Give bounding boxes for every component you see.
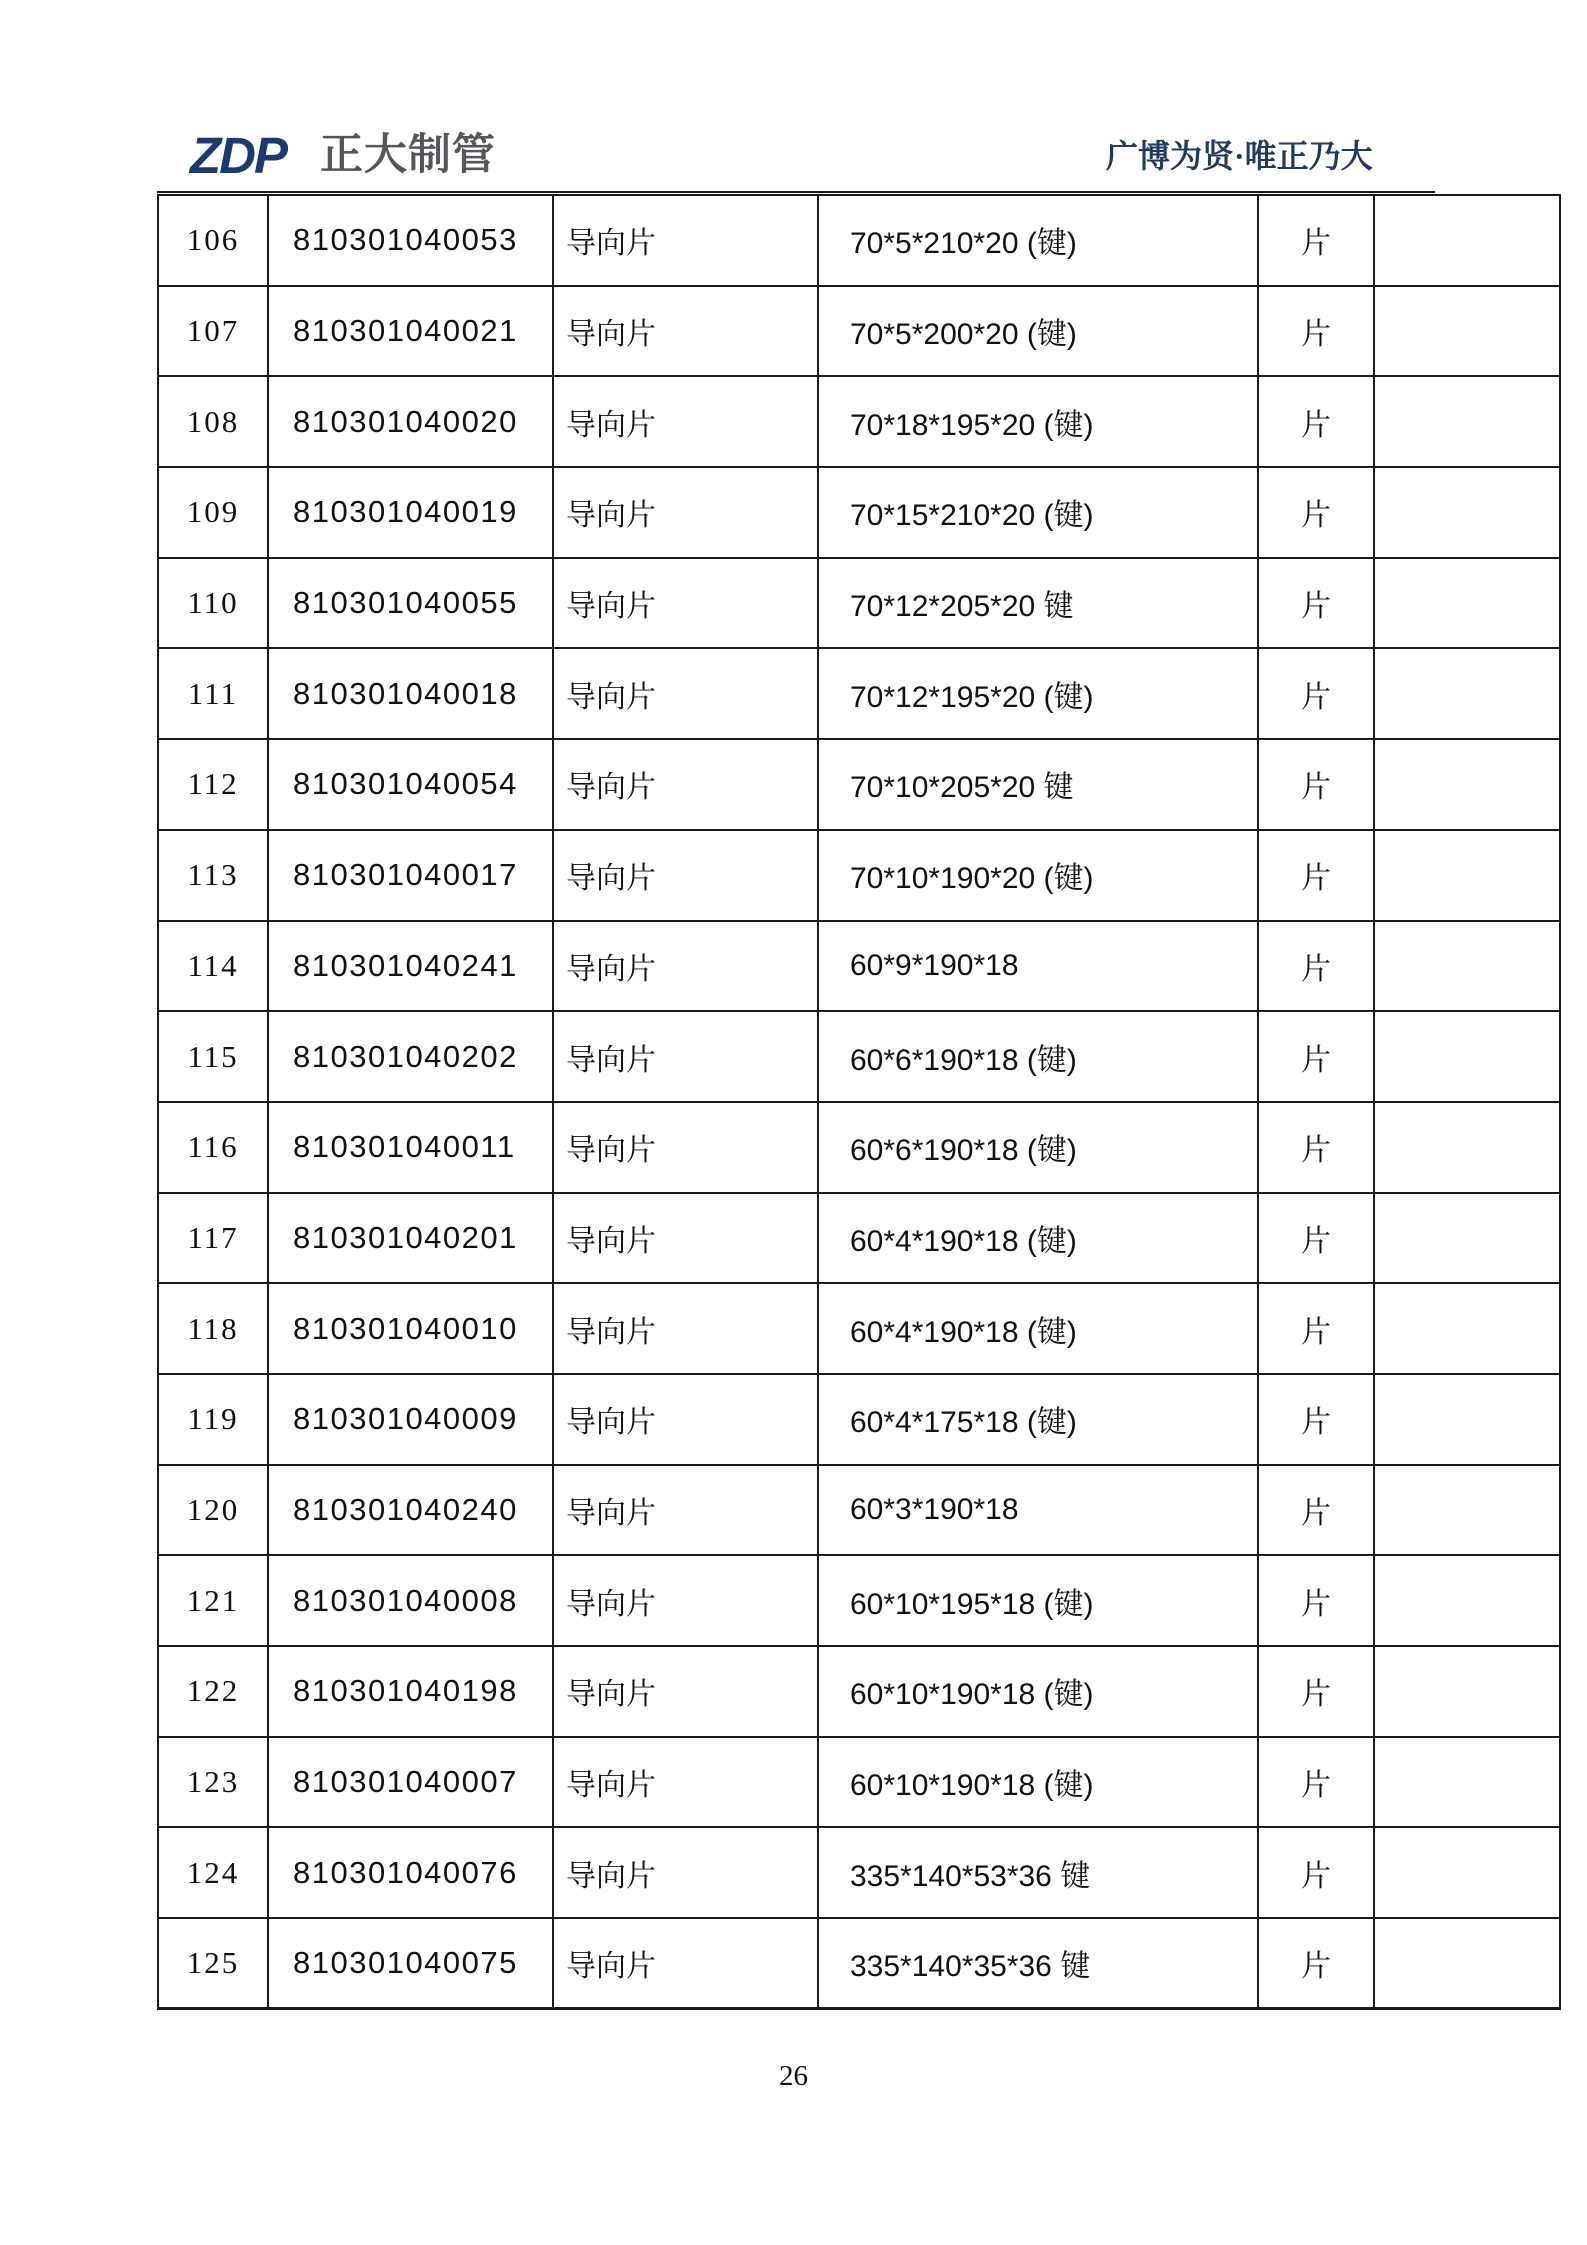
name-cell: 导向片 (553, 376, 818, 467)
row-number-cell: 117 (158, 1193, 268, 1284)
remark-cell (1374, 1374, 1560, 1465)
code-cell: 810301040075 (268, 1918, 553, 2009)
code-cell: 810301040020 (268, 376, 553, 467)
remark-cell (1374, 921, 1560, 1012)
table-row (158, 1465, 1560, 1556)
unit-cell: 片 (1258, 1374, 1374, 1465)
code-cell: 810301040017 (268, 830, 553, 921)
code-cell: 810301040241 (268, 921, 553, 1012)
code-cell: 810301040198 (268, 1646, 553, 1737)
name-cell: 导向片 (553, 195, 818, 286)
name-cell: 导向片 (553, 1555, 818, 1646)
code-cell: 810301040018 (268, 648, 553, 739)
remark-cell (1374, 1737, 1560, 1828)
unit-cell: 片 (1258, 1737, 1374, 1828)
name-cell: 导向片 (553, 1465, 818, 1556)
row-number-cell: 116 (158, 1102, 268, 1193)
table-row (158, 1102, 1560, 1193)
name-cell: 导向片 (553, 1193, 818, 1284)
table-row (158, 1011, 1560, 1102)
row-number-cell: 121 (158, 1555, 268, 1646)
code-cell: 810301040202 (268, 1011, 553, 1102)
code-cell: 810301040007 (268, 1737, 553, 1828)
spec-cell: 70*18*195*20 (键) (818, 376, 1258, 467)
code-cell: 810301040055 (268, 558, 553, 649)
spec-cell: 60*10*195*18 (键) (818, 1555, 1258, 1646)
code-cell: 810301040011 (268, 1102, 553, 1193)
table-row (158, 286, 1560, 377)
row-number-cell: 114 (158, 921, 268, 1012)
name-cell: 导向片 (553, 921, 818, 1012)
name-cell: 导向片 (553, 648, 818, 739)
spec-cell: 70*12*195*20 (键) (818, 648, 1258, 739)
spec-cell: 70*5*200*20 (键) (818, 286, 1258, 377)
spec-cell: 70*12*205*20 键 (818, 558, 1258, 649)
remark-cell (1374, 1193, 1560, 1284)
table-row (158, 467, 1560, 558)
parts-table-body (158, 195, 1560, 2009)
unit-cell: 片 (1258, 1465, 1374, 1556)
table-row (158, 1283, 1560, 1374)
remark-cell (1374, 286, 1560, 377)
name-cell: 导向片 (553, 1737, 818, 1828)
spec-cell: 60*3*190*18 (818, 1465, 1258, 1556)
company-slogan: 广博为贤·唯正乃大 (1106, 138, 1373, 174)
unit-cell: 片 (1258, 1827, 1374, 1918)
zdp-logo: ZDP (190, 127, 286, 184)
remark-cell (1374, 1465, 1560, 1556)
remark-cell (1374, 1283, 1560, 1374)
unit-cell: 片 (1258, 1011, 1374, 1102)
unit-cell: 片 (1258, 195, 1374, 286)
remark-cell (1374, 1918, 1560, 2009)
row-number-cell: 119 (158, 1374, 268, 1465)
parts-table (157, 194, 1561, 2010)
unit-cell: 片 (1258, 1555, 1374, 1646)
unit-cell: 片 (1258, 1283, 1374, 1374)
unit-cell: 片 (1258, 648, 1374, 739)
company-name: 正大制管 (320, 131, 496, 179)
remark-cell (1374, 830, 1560, 921)
row-number-cell: 125 (158, 1918, 268, 2009)
spec-cell: 60*4*190*18 (键) (818, 1283, 1258, 1374)
spec-cell: 60*9*190*18 (818, 921, 1258, 1012)
remark-cell (1374, 558, 1560, 649)
name-cell: 导向片 (553, 1102, 818, 1193)
row-number-cell: 118 (158, 1283, 268, 1374)
row-number-cell: 106 (158, 195, 268, 286)
name-cell: 导向片 (553, 286, 818, 377)
header-divider (157, 191, 1435, 193)
table-row (158, 376, 1560, 467)
spec-cell: 335*140*53*36 键 (818, 1827, 1258, 1918)
name-cell: 导向片 (553, 1827, 818, 1918)
row-number-cell: 110 (158, 558, 268, 649)
table-row (158, 1918, 1560, 2009)
table-row (158, 1827, 1560, 1918)
table-row (158, 739, 1560, 830)
row-number-cell: 109 (158, 467, 268, 558)
remark-cell (1374, 1646, 1560, 1737)
remark-cell (1374, 1555, 1560, 1646)
unit-cell: 片 (1258, 1646, 1374, 1737)
unit-cell: 片 (1258, 286, 1374, 377)
spec-cell: 70*10*190*20 (键) (818, 830, 1258, 921)
code-cell: 810301040009 (268, 1374, 553, 1465)
spec-cell: 70*10*205*20 键 (818, 739, 1258, 830)
name-cell: 导向片 (553, 1374, 818, 1465)
unit-cell: 片 (1258, 1193, 1374, 1284)
remark-cell (1374, 467, 1560, 558)
name-cell: 导向片 (553, 1283, 818, 1374)
remark-cell (1374, 1011, 1560, 1102)
table-row (158, 558, 1560, 649)
unit-cell: 片 (1258, 1918, 1374, 2009)
code-cell: 810301040021 (268, 286, 553, 377)
table-row (158, 1374, 1560, 1465)
spec-cell: 70*15*210*20 (键) (818, 467, 1258, 558)
spec-cell: 70*5*210*20 (键) (818, 195, 1258, 286)
name-cell: 导向片 (553, 830, 818, 921)
spec-cell: 60*10*190*18 (键) (818, 1646, 1258, 1737)
code-cell: 810301040076 (268, 1827, 553, 1918)
row-number-cell: 107 (158, 286, 268, 377)
code-cell: 810301040010 (268, 1283, 553, 1374)
unit-cell: 片 (1258, 830, 1374, 921)
remark-cell (1374, 195, 1560, 286)
remark-cell (1374, 739, 1560, 830)
row-number-cell: 124 (158, 1827, 268, 1918)
code-cell: 810301040053 (268, 195, 553, 286)
code-cell: 810301040240 (268, 1465, 553, 1556)
unit-cell: 片 (1258, 558, 1374, 649)
unit-cell: 片 (1258, 921, 1374, 1012)
row-number-cell: 108 (158, 376, 268, 467)
spec-cell: 60*6*190*18 (键) (818, 1102, 1258, 1193)
name-cell: 导向片 (553, 1011, 818, 1102)
spec-cell: 60*4*190*18 (键) (818, 1193, 1258, 1284)
code-cell: 810301040008 (268, 1555, 553, 1646)
name-cell: 导向片 (553, 739, 818, 830)
name-cell: 导向片 (553, 1918, 818, 2009)
remark-cell (1374, 1827, 1560, 1918)
row-number-cell: 112 (158, 739, 268, 830)
spec-cell: 60*4*175*18 (键) (818, 1374, 1258, 1465)
spec-cell: 60*6*190*18 (键) (818, 1011, 1258, 1102)
code-cell: 810301040201 (268, 1193, 553, 1284)
table-row (158, 830, 1560, 921)
remark-cell (1374, 648, 1560, 739)
name-cell: 导向片 (553, 558, 818, 649)
table-row (158, 1646, 1560, 1737)
code-cell: 810301040054 (268, 739, 553, 830)
table-row (158, 648, 1560, 739)
remark-cell (1374, 1102, 1560, 1193)
name-cell: 导向片 (553, 1646, 818, 1737)
table-row (158, 921, 1560, 1012)
unit-cell: 片 (1258, 1102, 1374, 1193)
table-row (158, 195, 1560, 286)
remark-cell (1374, 376, 1560, 467)
table-row (158, 1193, 1560, 1284)
page-number: 26 (779, 2060, 808, 2092)
table-row (158, 1737, 1560, 1828)
unit-cell: 片 (1258, 376, 1374, 467)
row-number-cell: 122 (158, 1646, 268, 1737)
row-number-cell: 123 (158, 1737, 268, 1828)
code-cell: 810301040019 (268, 467, 553, 558)
spec-cell: 335*140*35*36 键 (818, 1918, 1258, 2009)
row-number-cell: 111 (158, 648, 268, 739)
spec-cell: 60*10*190*18 (键) (818, 1737, 1258, 1828)
row-number-cell: 120 (158, 1465, 268, 1556)
unit-cell: 片 (1258, 739, 1374, 830)
unit-cell: 片 (1258, 467, 1374, 558)
row-number-cell: 115 (158, 1011, 268, 1102)
table-row (158, 1555, 1560, 1646)
name-cell: 导向片 (553, 467, 818, 558)
row-number-cell: 113 (158, 830, 268, 921)
